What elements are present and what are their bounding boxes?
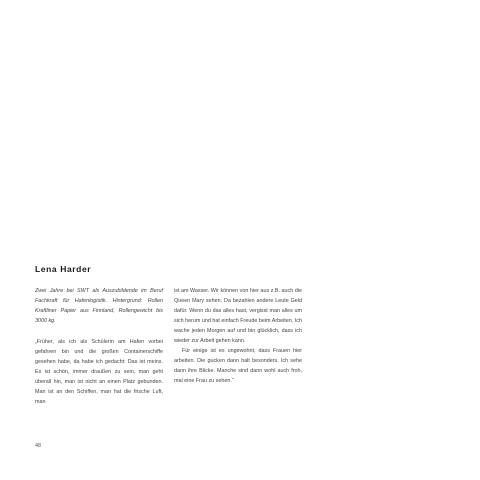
page-number: 48 — [35, 443, 41, 449]
text-column-left — [35, 286, 163, 407]
paragraph-gap — [35, 326, 163, 337]
quote-closing-paragraph: Für einige ist es ungewohnt, dass Frauen hier arbeiten. Die gucken dann halt besonders. Ich sehe dann ihre Blicke. Manche sind dann wohl auch froh, mal eine Frau zu sehen.“ — [174, 348, 302, 384]
text-column-right — [174, 286, 302, 386]
page-title: Lena Harder — [35, 264, 92, 274]
quote-paragraph: „Früher, als ich als Schülerin am Hafen vorbei gefahren bin und die großen Containerschiffe gesehen habe, da habe ich gedacht: Das ist meins. Es ist schön, immer draußen zu sein, man geht überall hin, man ist nicht an einen Platz gebunden. Man ist an den Schiffen, man hat die frische Luft, man — [35, 339, 163, 405]
quote-continuation-paragraph: ist am Wasser. Wir können von hier aus z.B. auch die Queen Mary sehen. Da bezahlen andere Leute Geld dafür. Wenn du das alles hast, vergisst man alles um sich herum und hat einfach Freude beim Arbeiten. Ich wache jeden Morgen auf und bin glücklich, dass ich wieder zur Arbeit gehen kann. — [174, 288, 302, 344]
intro-paragraph: Zwei Jahre bei SWT als Auszubildende im Beruf Fachkraft für Hafenlogistik. Hintergrund: Rollen Kraftliner Papier aus Finnland, Rollengewicht bis 3000 kg. — [35, 288, 163, 324]
